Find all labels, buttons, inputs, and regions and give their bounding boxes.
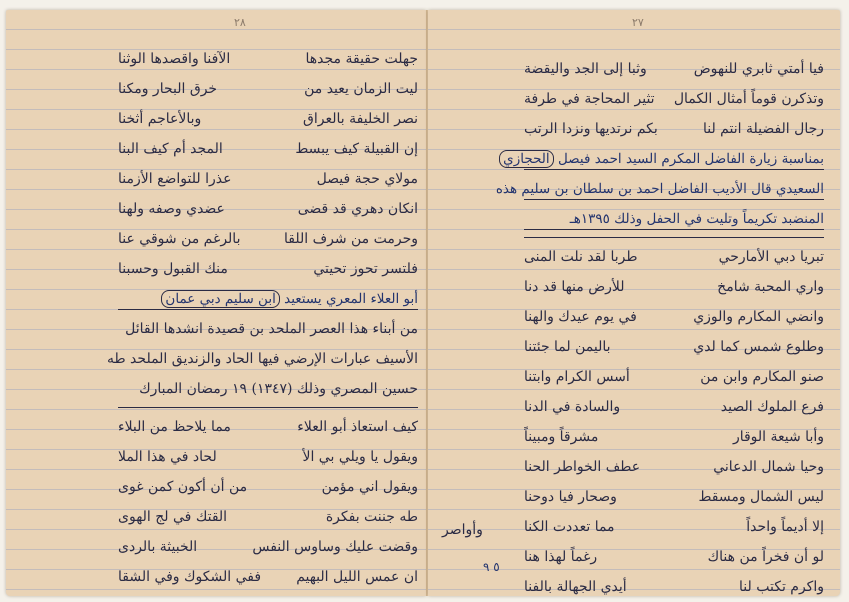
verse-line — [118, 134, 418, 164]
boxed-name: الحجازي — [499, 150, 554, 168]
verse-line — [524, 392, 824, 422]
verse-first-hemistich: صنو المكارم وابن من — [700, 369, 824, 385]
verse-second-hemistich: ففي الشكوك وفي الشقا — [118, 569, 262, 585]
verse-line — [524, 482, 824, 512]
line-text: المنضبد تكريماً وتليت في الحفل وذلك ١٣٩٥هـ — [569, 211, 824, 227]
verse-line — [118, 412, 418, 442]
verse-first-hemistich: وانضي المكارم والوزي — [693, 309, 824, 325]
verse-first-hemistich: وقضت عليك وساوس النفس — [252, 539, 418, 555]
verse-second-hemistich: عضدي وصفه ولهنا — [118, 201, 225, 217]
separator-line — [118, 404, 418, 412]
verse-second-hemistich: باليمن لما جئتنا — [524, 339, 611, 355]
verse-second-hemistich: والسادة في الدنا — [524, 399, 621, 415]
verse-line — [524, 362, 824, 392]
verse-first-hemistich: ويقول اني مؤمن — [321, 479, 418, 495]
verse-second-hemistich: وثبا إلى الجد واليقضة — [524, 61, 647, 77]
verse-second-hemistich: للأرض منها قد دنا — [524, 279, 625, 295]
verse-line — [118, 104, 418, 134]
verse-first-hemistich: نصر الخليفة بالعراق — [303, 111, 418, 127]
verse-first-hemistich: واكرم تكتب لنا — [739, 579, 824, 595]
verse-line — [524, 512, 824, 542]
verse-first-hemistich: وطلوع شمس كما لدي — [693, 339, 824, 355]
verse-first-hemistich: كيف استعاذ أبو العلاء — [297, 419, 418, 435]
verse-second-hemistich: الآفنا واقصدها الوثنا — [118, 51, 231, 67]
verse-second-hemistich: من أن أكون كمن غوى — [118, 479, 248, 495]
verse-line — [524, 302, 824, 332]
line-text: السعيدي قال الأديب الفاضل احمد بن سلطان بن سليم هذه — [495, 181, 824, 197]
verse-line — [524, 54, 824, 84]
prose-line — [106, 344, 418, 374]
verse-second-hemistich: خرق البحار ومكنا — [118, 81, 218, 97]
verse-second-hemistich: تثير المحاجة في طرفة — [524, 91, 655, 107]
verse-line — [118, 502, 418, 532]
bottom-number: ٥ ٩ — [483, 560, 500, 574]
verse-line — [118, 194, 418, 224]
prose-line — [118, 314, 418, 344]
verse-second-hemistich: أسس الكرام وابتنا — [524, 369, 630, 385]
verse-first-hemistich: رجال الفضيلة انتم لنا — [702, 121, 824, 137]
verse-line — [118, 224, 418, 254]
verse-second-hemistich: مما يلاحظ من البلاء — [118, 419, 231, 435]
heading-note-line — [524, 204, 824, 234]
verse-second-hemistich: القتك في لج الهوى — [118, 509, 228, 525]
right-page-text — [495, 54, 824, 602]
boxed-name: ابن سليم دبي عمان — [161, 290, 279, 308]
verse-line — [524, 452, 824, 482]
verse-first-hemistich: وحيا شمال الدعاني — [713, 459, 824, 475]
verse-line — [118, 254, 418, 284]
verse-second-hemistich: عطف الخواطر الحنا — [524, 459, 641, 475]
verse-first-hemistich: فرع الملوك الصيد — [720, 399, 824, 415]
verse-line — [118, 562, 418, 592]
verse-second-hemistich: وبالأعاجم أثخنا — [118, 111, 202, 127]
verse-first-hemistich: مولاي حجة فيصل — [316, 171, 418, 187]
verse-first-hemistich: واري المحبة شامخ — [717, 279, 824, 295]
verse-second-hemistich: طربا لقد نلت المنى — [524, 249, 638, 265]
verse-line — [524, 572, 824, 602]
right-page — [428, 10, 840, 596]
line-text: الأسيف عبارات الإرضي فيها الحاد والزنديق الملحد طه — [106, 351, 418, 367]
verse-second-hemistich: منك القبول وحسبنا — [118, 261, 228, 277]
verse-first-hemistich: إلا أديماً واحداً — [746, 519, 824, 535]
line-text: حسين المصري وذلك (١٣٤٧) ١٩ رمضان المبارك — [139, 381, 418, 397]
verse-line — [118, 442, 418, 472]
heading-note-line — [495, 174, 824, 204]
verse-second-hemistich: بكم نرتديها ونزدا الرتب — [524, 121, 658, 137]
verse-first-hemistich: فيا أمتي ثابري للنهوض — [693, 61, 824, 77]
verse-second-hemistich: مما تعددت الكنا — [524, 519, 615, 535]
right-page-number: ٢٧ — [632, 16, 644, 29]
left-page-number: ٢٨ — [234, 16, 246, 29]
verse-first-hemistich: انكان دهري قد قضى — [297, 201, 418, 217]
verse-first-hemistich: تبريا دبي الأمارحي — [718, 249, 824, 265]
verse-line — [524, 422, 824, 452]
verse-first-hemistich: وأبا شيعة الوقار — [732, 429, 824, 445]
verse-second-hemistich: الخبيثة بالردى — [118, 539, 198, 555]
note-text: بمناسبة زيارة الفاضل المكرم السيد احمد فيصل — [553, 151, 824, 167]
verse-line — [524, 332, 824, 362]
verse-line — [118, 74, 418, 104]
left-page-text — [106, 44, 418, 592]
verse-second-hemistich: في يوم عيدك والهنا — [524, 309, 637, 325]
verse-first-hemistich: ليس الشمال ومسقط — [698, 489, 824, 505]
verse-first-hemistich: وتذكرن قوماً أمثال الكمال — [673, 91, 824, 107]
verse-first-hemistich: فلتسر تحوز تحيتي — [313, 261, 418, 277]
separator-line — [524, 234, 824, 242]
verse-second-hemistich: لحاد في هذا الملا — [118, 449, 217, 465]
verse-line — [524, 84, 824, 114]
verse-second-hemistich: مشرقاً ومبيناً — [524, 429, 599, 445]
verse-line — [118, 532, 418, 562]
verse-line — [524, 542, 824, 572]
verse-first-hemistich: ويقول يا ويلي بي الأ — [302, 449, 418, 465]
verse-second-hemistich: أيدي الجهالة بالفنا — [524, 579, 627, 595]
verse-first-hemistich: ان عمس الليل البهيم — [296, 569, 418, 585]
bottom-signature: وأواصر — [442, 522, 483, 538]
verse-first-hemistich: إن القبيلة كيف يبسط — [295, 141, 418, 157]
verse-first-hemistich: طه جننت بفكرة — [325, 509, 418, 525]
verse-second-hemistich: رغماً لهذا هنا — [524, 549, 598, 565]
verse-second-hemistich: وصحار فيا دوحنا — [524, 489, 617, 505]
verse-first-hemistich: جهلت حقيقة مجدها — [305, 51, 418, 67]
verse-line — [118, 472, 418, 502]
verse-first-hemistich: وحرمت من شرف اللقا — [284, 231, 418, 247]
heading-note-line — [503, 144, 824, 174]
verse-line — [524, 242, 824, 272]
verse-line — [524, 272, 824, 302]
prose-line — [118, 374, 418, 404]
verse-line — [524, 114, 824, 144]
left-page — [6, 10, 426, 596]
verse-first-hemistich: لو أن فخراً من هناك — [707, 549, 824, 565]
verse-second-hemistich: عذرا للتواضع الأزمنا — [118, 171, 232, 187]
verse-line — [118, 44, 418, 74]
heading-note-line — [118, 284, 418, 314]
verse-second-hemistich: المجد أم كيف البنا — [118, 141, 223, 157]
verse-line — [118, 164, 418, 194]
verse-second-hemistich: بالرغم من شوقي عنا — [118, 231, 241, 247]
line-text: من أبناء هذا العصر الملحد بن قصيدة انشدها القائل — [125, 321, 418, 337]
verse-first-hemistich: ليت الزمان يعيد من — [304, 81, 418, 97]
note-text: أبو العلاء المعري يستعيد — [279, 291, 418, 307]
